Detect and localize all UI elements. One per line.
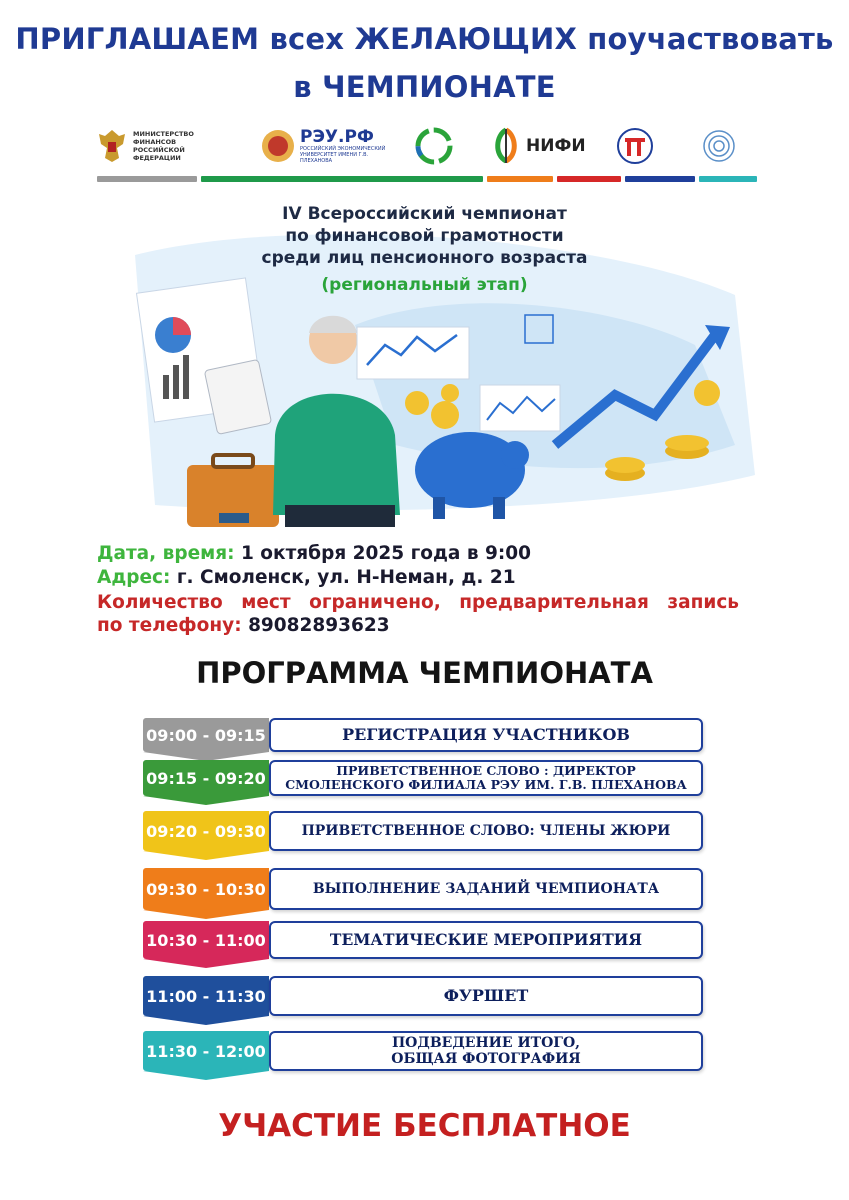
reu-logo-subtitle: РОССИЙСКИЙ ЭКОНОМИЧЕСКИЙ УНИВЕРСИТЕТ ИМЕНИ Г.В. ПЛЕХАНОВА	[300, 146, 386, 164]
program-description-line-1: ПРИВЕТСТВЕННОЕ СЛОВО: ЧЛЕНЫ ЖЮРИ	[301, 822, 671, 839]
ring-emblem-icon	[413, 125, 455, 167]
address-line	[97, 566, 516, 589]
program-description	[269, 718, 703, 752]
stripe-blue	[625, 176, 695, 182]
program-description	[269, 1031, 703, 1071]
reu-crest-icon	[260, 128, 296, 164]
minfin-logo-text: МИНИСТЕРСТВО ФИНАНСОВ РОССИЙСКОЙ ФЕДЕРАЦИИ	[133, 130, 194, 162]
minfin-logo	[95, 120, 228, 172]
reu-logo	[260, 120, 390, 172]
phone-line	[97, 614, 390, 637]
program-row	[143, 811, 703, 851]
nifi-emblem-icon	[490, 127, 522, 165]
program-description-line-1: ПОДВЕДЕНИЕ ИТОГО,	[391, 1034, 581, 1051]
reu-logo-title: РЭУ.РФ	[300, 127, 374, 147]
program-description	[269, 760, 703, 796]
nifi-logo-text: НИФИ	[526, 136, 586, 156]
program-title: ПРОГРАММА ЧЕМПИОНАТА	[196, 656, 653, 690]
program-description-line-1: ТЕМАТИЧЕСКИЕ МЕРОПРИЯТИЯ	[329, 930, 643, 950]
program-description-line-2: СМОЛЕНСКОГО ФИЛИАЛА РЭУ ИМ. Г.В. ПЛЕХАНОВА	[285, 777, 687, 792]
address-label: Адрес:	[97, 567, 171, 588]
program-time: 09:30 - 10:30	[143, 868, 269, 910]
eagle-emblem-icon	[95, 126, 129, 166]
date-value: 1 октября 2025 года в 9:00	[240, 543, 531, 564]
date-label: Дата, время:	[97, 543, 235, 564]
program-row	[143, 760, 703, 796]
championship-stage: (региональный этап)	[321, 275, 528, 295]
pf-emblem-icon	[615, 126, 655, 166]
spiral-logo	[700, 120, 738, 172]
program-time: 09:20 - 09:30	[143, 811, 269, 851]
championship-line-1: IV Всероссийский чемпионат	[282, 204, 567, 224]
color-stripes	[97, 176, 757, 182]
championship-line-3: среди лиц пенсионного возраста	[261, 248, 588, 268]
program-description-line-1: РЕГИСТРАЦИЯ УЧАСТНИКОВ	[342, 724, 630, 744]
limited-seats-note: Количество мест ограничено, предварительная запись	[97, 592, 739, 613]
program-description-line-2: ОБЩАЯ ФОТОГРАФИЯ	[391, 1051, 581, 1067]
spiral-emblem-icon	[700, 127, 738, 165]
program-description	[269, 868, 703, 910]
phone-value: 89082893623	[248, 615, 390, 636]
stripe-teal	[699, 176, 757, 182]
pf-logo	[615, 120, 655, 172]
program-row	[143, 718, 703, 752]
stripe-gray	[97, 176, 197, 182]
program-description-line-1: ПРИВЕТСТВЕННОЕ СЛОВО : ДИРЕКТОР	[336, 762, 636, 778]
phone-label: по телефону:	[97, 615, 242, 636]
program-time: 10:30 - 11:00	[143, 921, 269, 959]
stripe-orange	[487, 176, 553, 182]
round-logo	[413, 120, 455, 172]
partner-logos	[95, 120, 755, 172]
stripe-green	[201, 176, 483, 182]
program-time: 11:30 - 12:00	[143, 1031, 269, 1071]
headline-line-1: ПРИГЛАШАЕМ всех ЖЕЛАЮЩИХ поучаствовать	[15, 22, 834, 56]
stripe-red	[557, 176, 621, 182]
program-time: 11:00 - 11:30	[143, 976, 269, 1016]
program-time: 09:15 - 09:20	[143, 760, 269, 796]
program-description	[269, 811, 703, 851]
program-description	[269, 976, 703, 1016]
headline-line-2: в ЧЕМПИОНАТЕ	[293, 70, 556, 104]
date-time-line	[97, 542, 531, 565]
program-row	[143, 921, 703, 959]
program-row	[143, 868, 703, 910]
program-row	[143, 1031, 703, 1071]
program-time: 09:00 - 09:15	[143, 718, 269, 752]
championship-line-2: по финансовой грамотности	[285, 226, 564, 246]
championship-title	[0, 203, 849, 269]
program-description	[269, 921, 703, 959]
address-value: г. Смоленск, ул. Н-Неман, д. 21	[176, 567, 516, 588]
nifi-logo	[490, 120, 586, 172]
free-participation-note: УЧАСТИЕ БЕСПЛАТНОЕ	[218, 1108, 631, 1144]
program-description-line-1: ВЫПОЛНЕНИЕ ЗАДАНИЙ ЧЕМПИОНАТА	[312, 880, 660, 897]
program-row	[143, 976, 703, 1016]
program-description-line-1: ФУРШЕТ	[443, 985, 529, 1005]
